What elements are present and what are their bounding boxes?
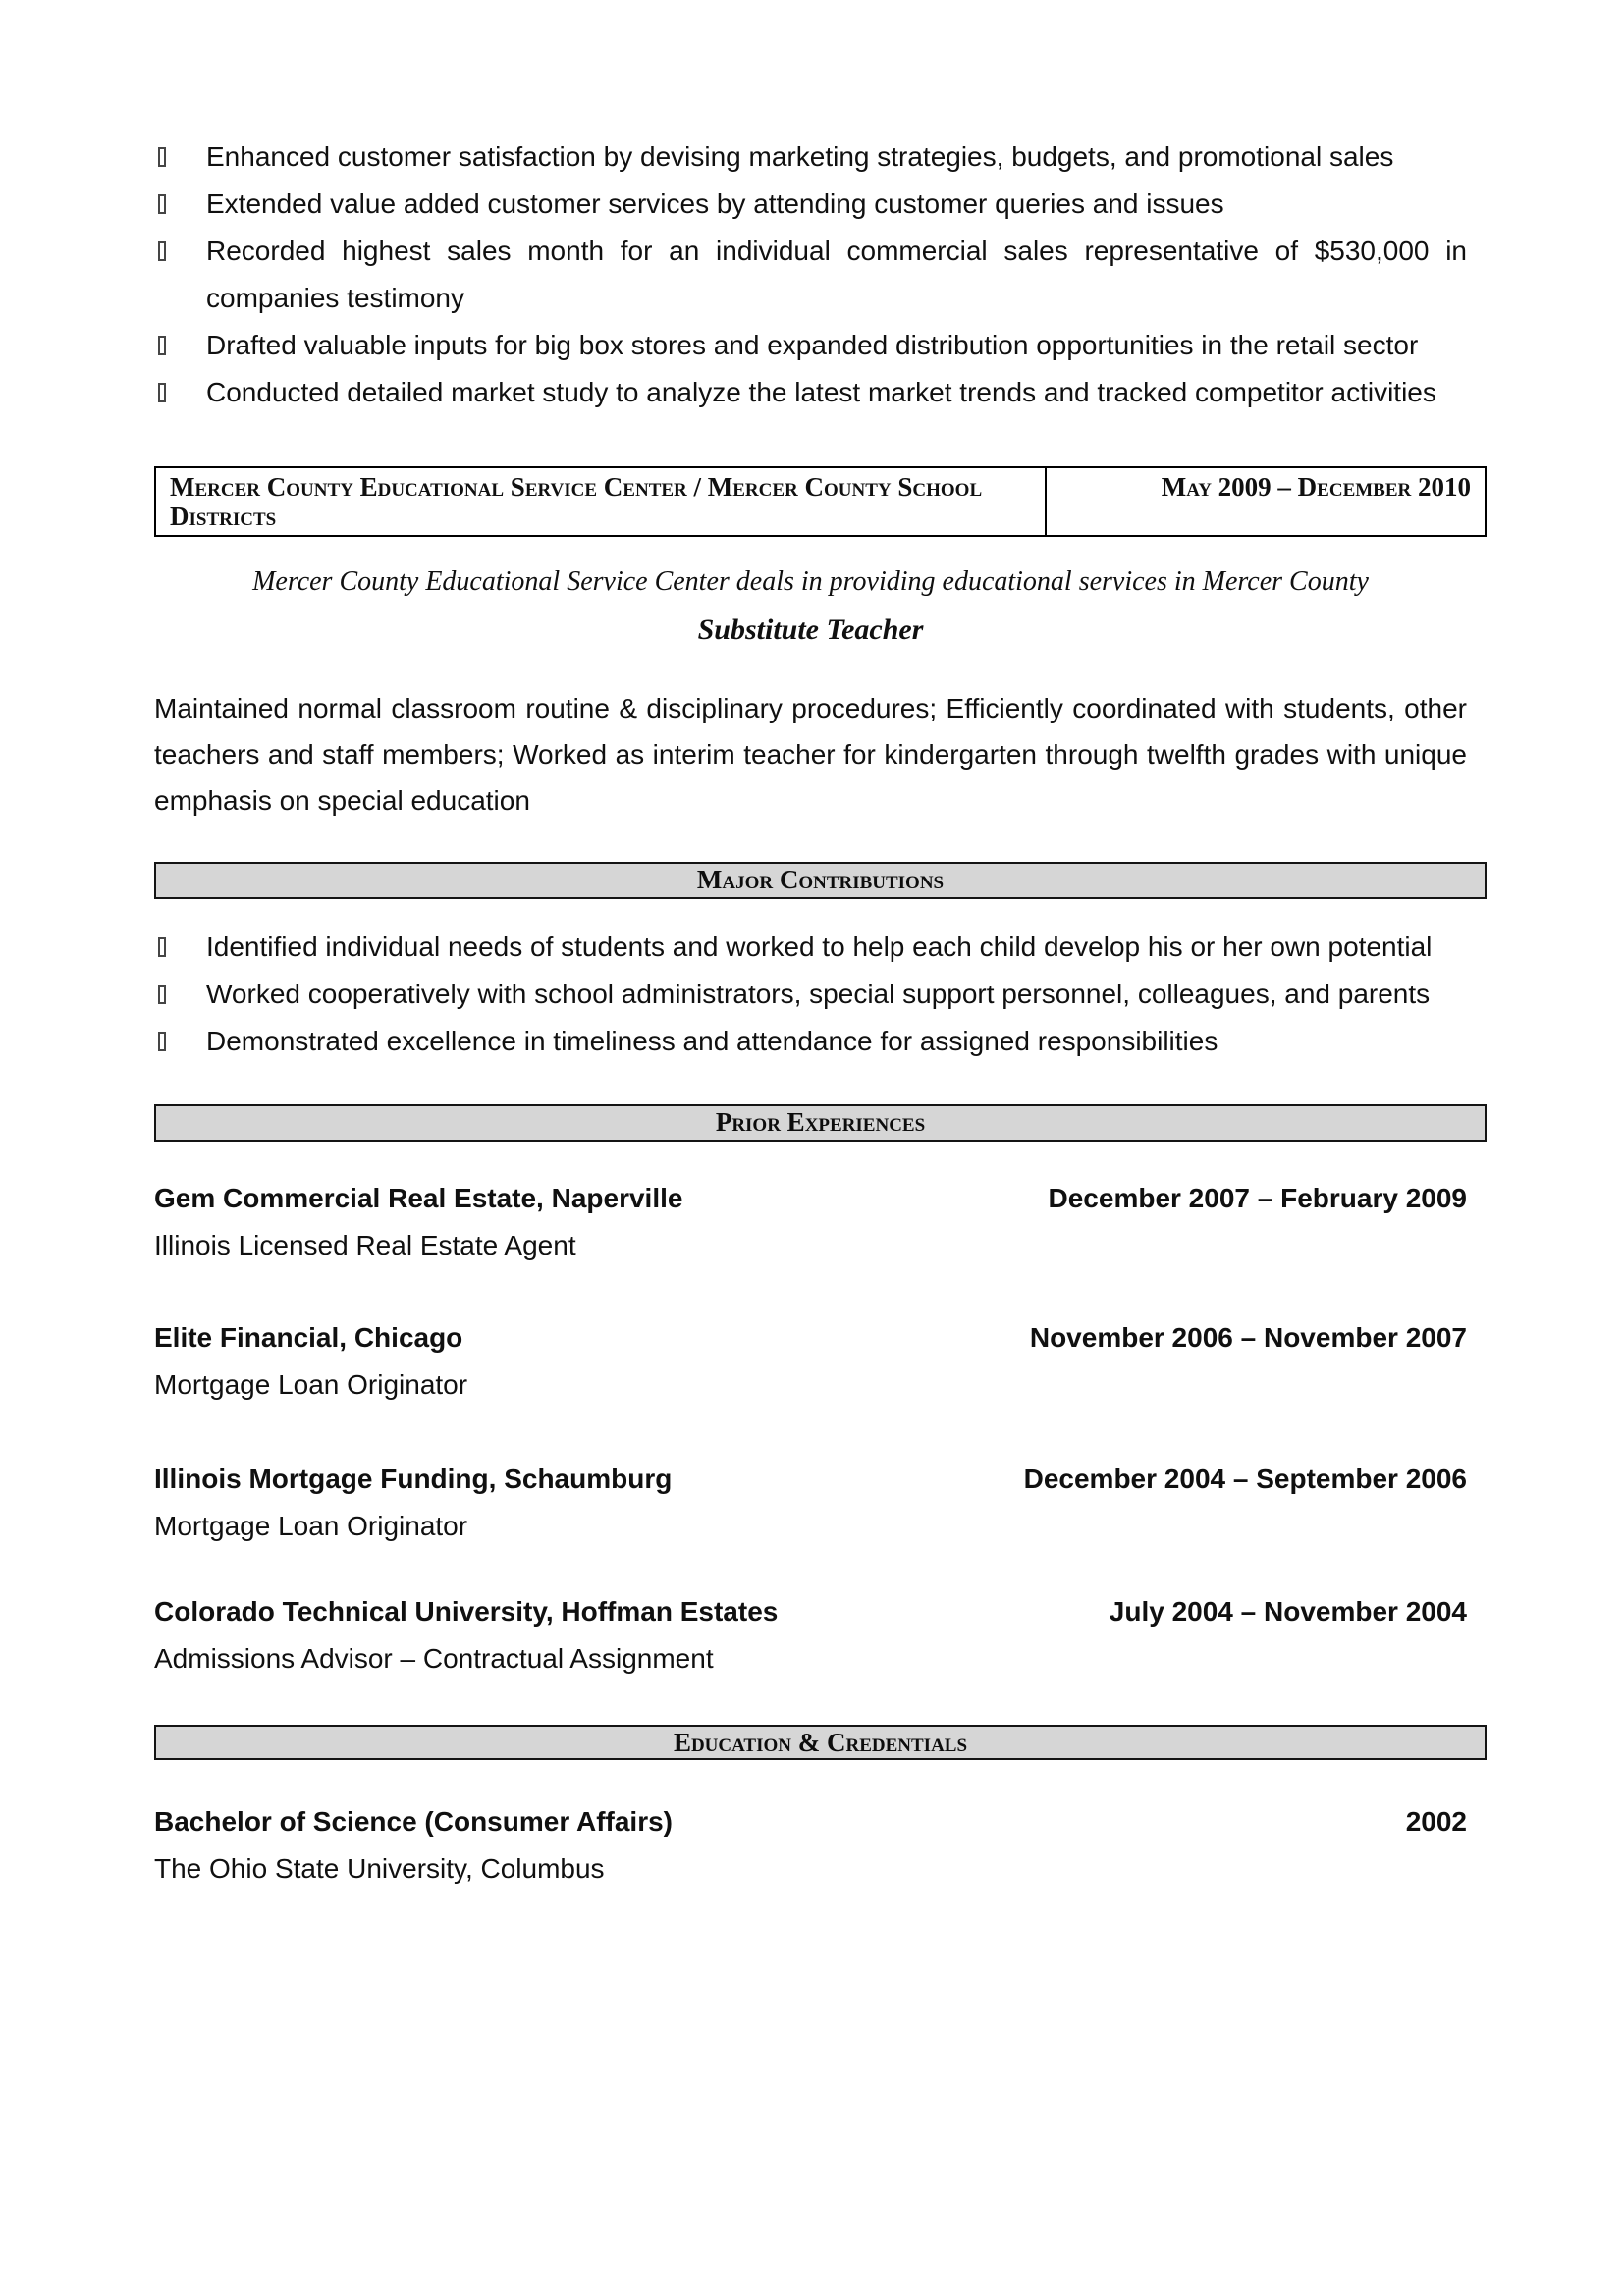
bullet-text: Conducted detailed market study to analyze the latest market trends and tracked competitor activities: [206, 377, 1436, 407]
experience-entry: [154, 1456, 1467, 1550]
employer-header-table: [154, 466, 1487, 537]
list-item: [154, 1018, 1467, 1065]
section-heading-major-contributions: Major Contributions: [154, 862, 1487, 899]
entry-dates: July 2004 – November 2004: [1109, 1596, 1467, 1627]
list-item: [154, 228, 1467, 322]
list-item: [154, 369, 1467, 416]
section-heading-prior-experiences: Prior Experiences: [154, 1104, 1487, 1142]
tofu-missing-glyph-box-icon: [158, 937, 166, 957]
employment-dates-cell: May 2009 – December 2010: [1046, 467, 1486, 536]
graduation-year: 2002: [1405, 1806, 1467, 1837]
tofu-missing-glyph-box-icon: [158, 383, 166, 402]
entry-dates: December 2007 – February 2009: [1048, 1183, 1467, 1213]
tofu-missing-glyph-box-icon: [158, 1032, 166, 1051]
bullet-text: Enhanced customer satisfaction by devising marketing strategies, budgets, and promotional sales: [206, 141, 1394, 172]
list-item: [154, 322, 1467, 369]
bullet-text: Extended value added customer services by attending customer queries and issues: [206, 188, 1224, 219]
continued-achievements-list: [154, 133, 1467, 416]
school-name: The Ohio State University, Columbus: [154, 1853, 605, 1884]
job-title: Substitute Teacher: [697, 614, 924, 646]
section-heading-education-credentials: Education & Credentials: [154, 1725, 1487, 1760]
education-entry: [154, 1798, 1467, 1893]
entry-header: [154, 1314, 1467, 1362]
tofu-missing-glyph-box-icon: [158, 241, 166, 261]
major-contributions-list: [154, 924, 1467, 1065]
entry-header: [154, 1175, 1467, 1222]
prior-experience-entries: [154, 1175, 1467, 1682]
entry-dates: November 2006 – November 2007: [1029, 1322, 1467, 1353]
tofu-missing-glyph-box-icon: [158, 985, 166, 1004]
employer-name-cell: Mercer County Educational Service Center / Mercer County School Districts: [155, 467, 1046, 536]
list-item: [154, 971, 1467, 1018]
list-item: [154, 924, 1467, 971]
tofu-missing-glyph-box-icon: [158, 336, 166, 355]
experience-entry: [154, 1314, 1467, 1409]
company-name: Illinois Mortgage Funding, Schaumburg: [154, 1464, 673, 1494]
experience-entry: [154, 1175, 1467, 1269]
company-name: Elite Financial, Chicago: [154, 1322, 463, 1353]
experience-entry: [154, 1588, 1467, 1682]
entry-header: [154, 1588, 1467, 1635]
bullet-text: Worked cooperatively with school administrators, special support personnel, colleagues, and parents: [206, 979, 1431, 1009]
company-name: Colorado Technical University, Hoffman Estates: [154, 1596, 779, 1627]
education-header: [154, 1798, 1467, 1845]
tofu-missing-glyph-box-icon: [158, 147, 166, 167]
employer-description: Mercer County Educational Service Center deals in providing educational services in Mercer County: [252, 566, 1369, 597]
bullet-text: Recorded highest sales month for an individual commercial sales representative of $530,000 in companies testimony: [206, 236, 1467, 313]
entry-dates: December 2004 – September 2006: [1023, 1464, 1467, 1494]
bullet-text: Identified individual needs of students and worked to help each child develop his or her own potential: [206, 932, 1433, 962]
tofu-missing-glyph-box-icon: [158, 194, 166, 214]
bullet-text: Drafted valuable inputs for big box stores and expanded distribution opportunities in the retail sector: [206, 330, 1419, 360]
list-item: [154, 133, 1467, 181]
list-item: [154, 181, 1467, 228]
company-name: Gem Commercial Real Estate, Naperville: [154, 1183, 683, 1213]
entry-header: [154, 1456, 1467, 1503]
entry-role: Illinois Licensed Real Estate Agent: [154, 1230, 576, 1260]
entry-role: Mortgage Loan Originator: [154, 1511, 468, 1541]
table-row: [155, 467, 1486, 536]
entry-role: Admissions Advisor – Contractual Assignment: [154, 1643, 714, 1674]
job-summary-paragraph: Maintained normal classroom routine & disciplinary procedures; Efficiently coordinated with students, other teachers and staff members; Worked as interim teacher for kindergarten through twelfth grades with unique emphasis on special education: [154, 693, 1467, 816]
entry-role: Mortgage Loan Originator: [154, 1369, 468, 1400]
degree-name: Bachelor of Science (Consumer Affairs): [154, 1806, 673, 1837]
bullet-text: Demonstrated excellence in timeliness and attendance for assigned responsibilities: [206, 1026, 1218, 1056]
